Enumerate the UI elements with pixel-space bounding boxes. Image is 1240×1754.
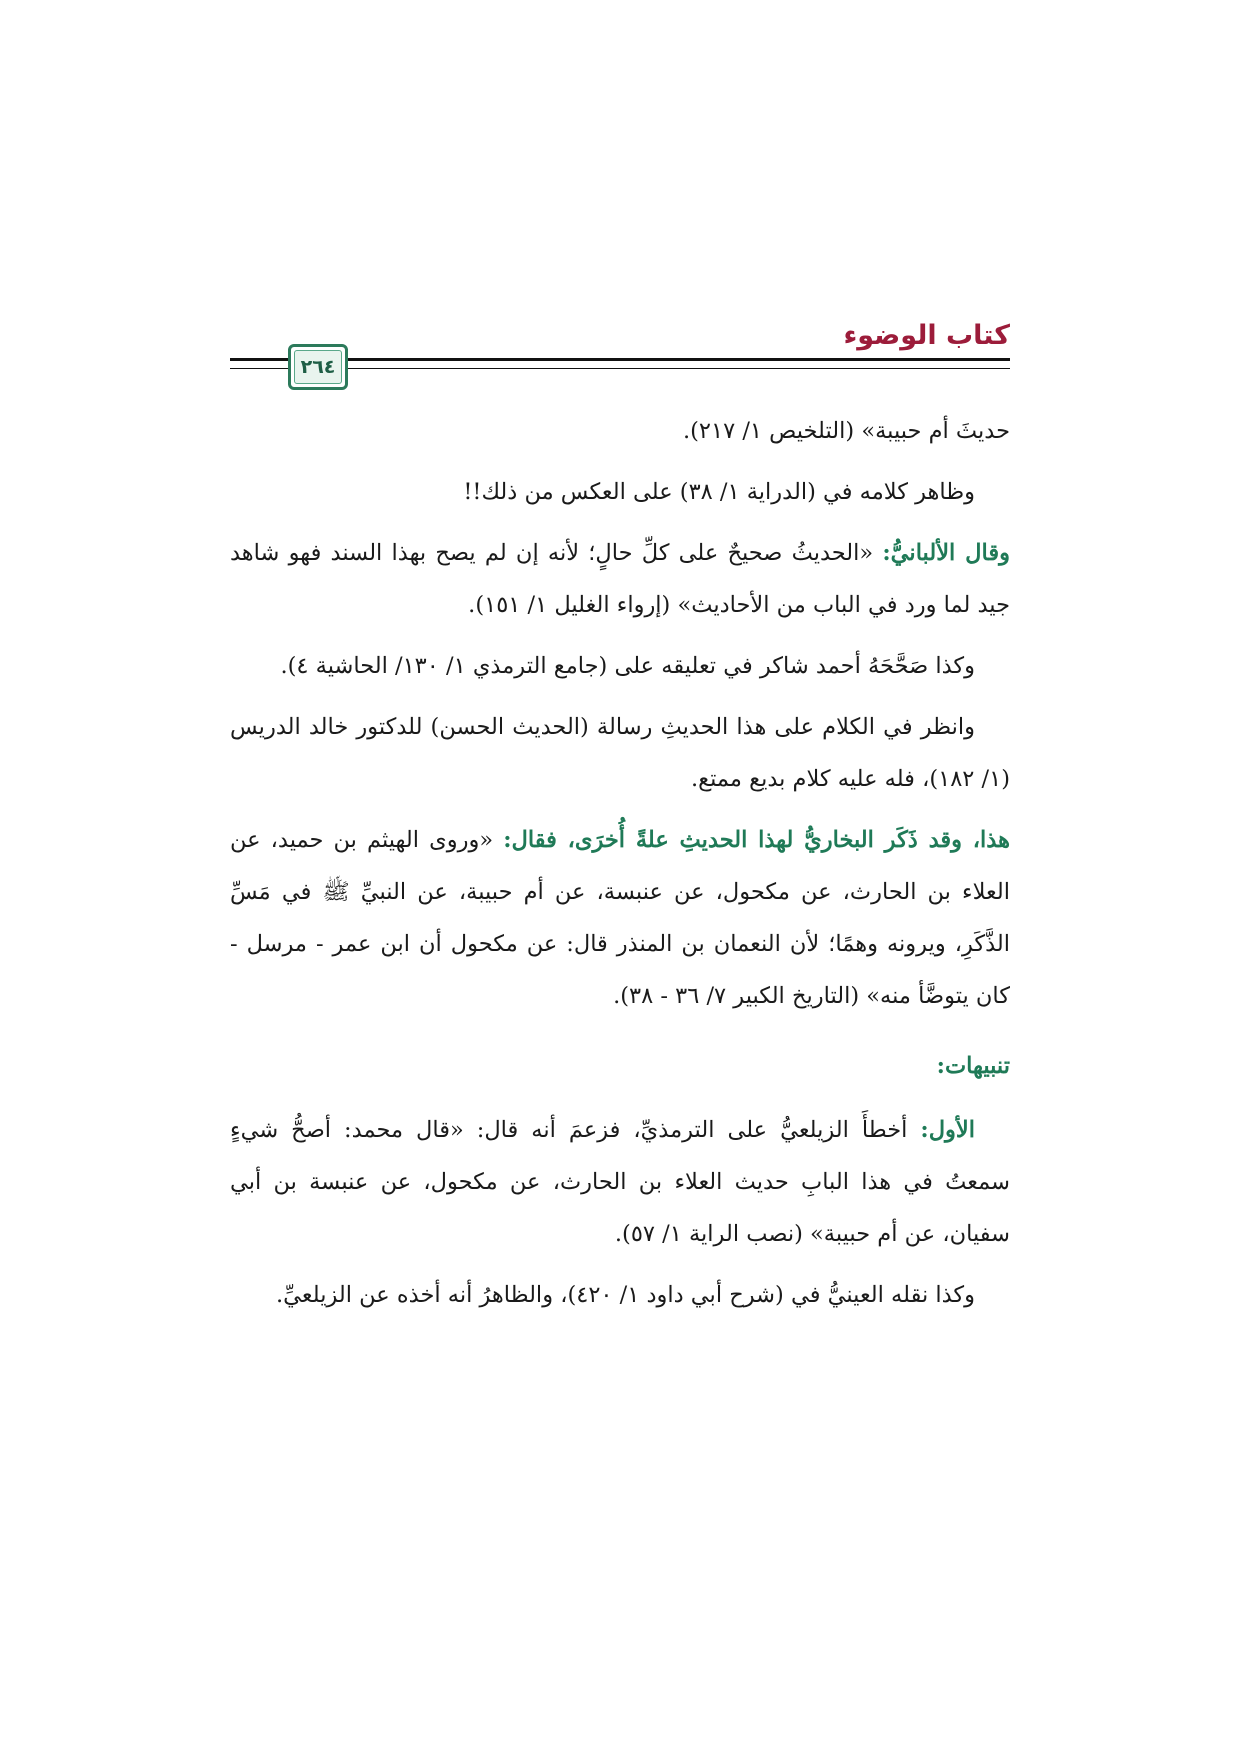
paragraph: حديثَ أم حبيبة» (التلخيص ١/ ٢١٧). (682, 418, 1010, 444)
speaker-label: وقال الألبانيُّ: (882, 540, 1010, 566)
page-header (230, 318, 1010, 388)
paragraph (230, 1104, 1010, 1260)
paragraph (230, 814, 1010, 1022)
paragraph: وكذا صَحَّحَهُ أحمد شاكر في تعليقه على (جامع الترمذي ١/ ١٣٠/ الحاشية ٤). (280, 653, 975, 679)
book-title: كتاب الوضوء (843, 320, 1010, 351)
paragraph: وكذا نقله العينيُّ في (شرح أبي داود ١/ ٤٢٠)، والظاهرُ أنه أخذه عن الزيلعيِّ. (276, 1282, 975, 1308)
paragraph: وانظر في الكلام على هذا الحديثِ رسالة (الحديث الحسن) للدكتور خالد الدريس (١/ ١٨٢)، فله عليه كلام بديع ممتع. (230, 714, 1010, 792)
paragraph-text: «وروى الهيثم بن حميد، عن العلاء بن الحارث، عن مكحول، عن عنبسة، عن أم حبيبة، عن النبيِّ ﷺ في مَسِّ الذَّكَرِ، ويرونه وهمًا؛ لأن النعمان بن المنذر قال: عن مكحول أن ابن عمر - مرسل - كان يتوضَّأ منه» (التاريخ الكبير ٧/ ٣٦ - ٣٨). (230, 827, 1010, 1009)
paragraph (230, 527, 1010, 631)
paragraph-text: «الحديثُ صحيحٌ على كلِّ حالٍ؛ لأنه إن لم يصح بهذا السند فهو شاهد جيد لما ورد في الباب من الأحاديث» (إرواء الغليل ١/ ١٥١). (230, 540, 1010, 618)
page-number: ٢٦٤ (294, 350, 342, 384)
paragraph-text: أخطأَ الزيلعيُّ على الترمذيِّ، فزعمَ أنه قال: «قال محمد: أصحُّ شيءٍ سمعتُ في هذا البابِ حديث العلاء بن الحارث، عن مكحول، عن عنبسة بن أبي سفيان، عن أم حبيبة» (نصب الراية ١/ ٥٧). (230, 1117, 1010, 1247)
page-body (230, 405, 1010, 1330)
note-label: الأول: (920, 1117, 975, 1143)
page-number-badge (288, 344, 348, 390)
speaker-label: هذا، وقد ذَكَر البخاريُّ لهذا الحديثِ علةً أُخرَى، فقال: (503, 827, 1010, 853)
paragraph: وظاهر كلامه في (الدراية ١/ ٣٨) على العكس من ذلك!! (463, 479, 975, 505)
section-heading: تنبيهات: (936, 1053, 1010, 1079)
